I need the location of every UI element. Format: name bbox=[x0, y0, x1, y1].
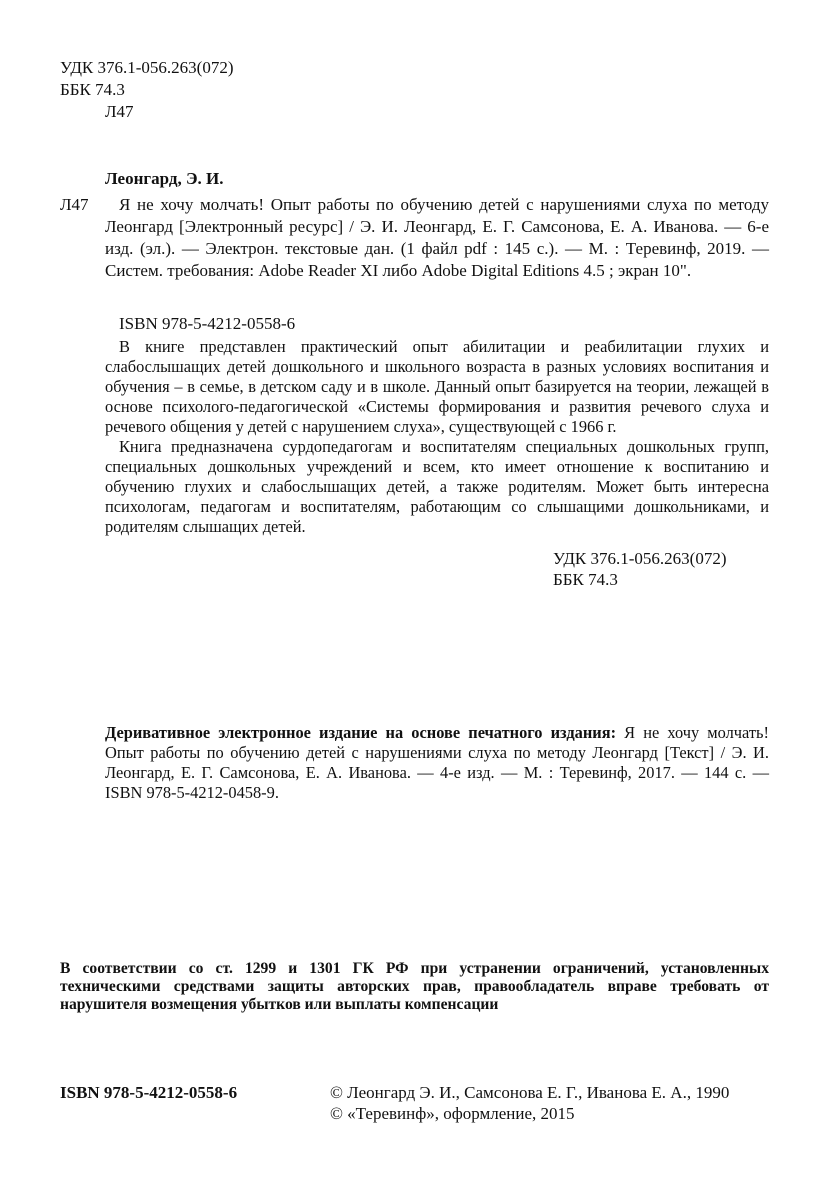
record-description: Я не хочу молчать! Опыт работы по обучению детей с нарушениями слуха по методу Леонгард [Электронный ресурс] / Э. И. Леонгард, Е. Г. Самсонова, Е. А. Иванова. — 6-е изд. (эл.). — Электрон. текстовые дан. (1 файл pdf : 145 с.). — М. : Теревинф, 2019. — Систем. требования: Adobe Reader XI либо Adobe Digital Editions 4.5 ; экран 10". bbox=[105, 195, 769, 280]
author-heading: Леонгард, Э. И. bbox=[105, 169, 224, 188]
record-sign: Л47 bbox=[60, 195, 89, 214]
header-udk: УДК 376.1-056.263(072) bbox=[60, 58, 234, 77]
derivative-lead: Деривативное электронное издание на основе печатного издания: bbox=[105, 723, 617, 742]
copyright-publisher: © «Теревинф», оформление, 2015 bbox=[330, 1104, 575, 1123]
annotation-udk: УДК 376.1-056.263(072) bbox=[553, 549, 727, 568]
annotation-paragraph-1: В книге представлен практический опыт абилитации и реабилитации глухих и слабослышащих детей дошкольного и школьного возраста в разных условиях воспитания и обучения – в семье, в детском саду и в школе. Данный опыт базируется на теории, лежащей в основе психолого-педагогической «Системы формирования и развития речевого слуха и речевого общения у детей с нарушением слуха», существующей с 1966 г. bbox=[105, 337, 769, 436]
footer-isbn: ISBN 978-5-4212-0558-6 bbox=[60, 1083, 238, 1102]
header-author-sign: Л47 bbox=[105, 102, 134, 121]
derivative-text: Я не хочу молчать! Опыт работы по обучению детей с нарушениями слуха по методу Леонгард [Текст] / Э. И. Леонгард, Е. Г. Самсонова, Е. А. Иванова. — 4-е изд. — М. : Теревинф, 2017. — 144 с. — ISBN 978-5-4212-0458-9. bbox=[105, 723, 769, 802]
record-isbn: ISBN 978-5-4212-0558-6 bbox=[119, 314, 296, 333]
copyright-authors: © Леонгард Э. И., Самсонова Е. Г., Иванова Е. А., 1990 bbox=[330, 1083, 730, 1102]
annotation bbox=[105, 337, 769, 537]
annotation-paragraph-2: Книга предназначена сурдопедагогам и воспитателям специальных дошкольных групп, специальных дошкольных учреждений и всем, кто имеет отношение к воспитанию и обучению глухих и слабослышащих детей, а также родителям. Может быть интересна психологам, педагогам и воспитателям, работающим со слышащими дошкольниками, и родителям слышащих детей. bbox=[105, 437, 769, 536]
header-bbk: ББК 74.3 bbox=[60, 80, 125, 99]
legal-notice: В соответствии со ст. 1299 и 1301 ГК РФ при устранении ограничений, установленных техническими средствами защиты авторских прав, правообладатель вправе требовать от нарушителя возмещения убытков или выплаты компенсации bbox=[60, 960, 769, 1013]
annotation-bbk: ББК 74.3 bbox=[553, 570, 618, 589]
derivative-note bbox=[105, 723, 769, 803]
